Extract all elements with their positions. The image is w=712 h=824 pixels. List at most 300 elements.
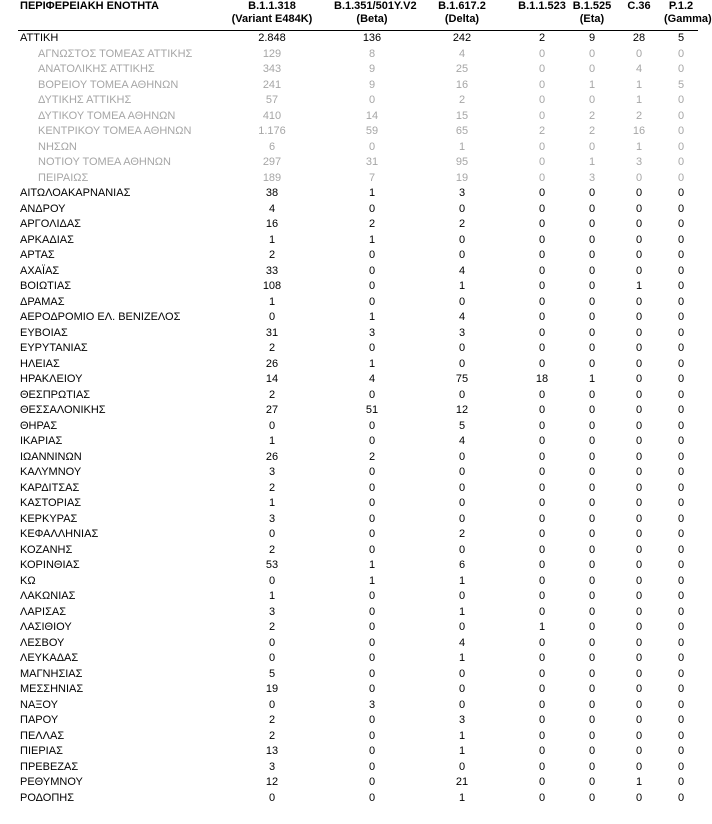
cell-value: 2	[538, 32, 546, 44]
cell-value: 410	[262, 109, 282, 122]
cell-value: 4	[458, 636, 466, 649]
cell-value: 0	[538, 264, 546, 277]
table-row	[18, 419, 698, 435]
cell-value: 2	[268, 388, 276, 401]
cell-value: 0	[538, 466, 546, 478]
cell-value: 0	[588, 249, 596, 261]
cell-value: 0	[677, 667, 685, 680]
cell-regional-unit: ΠΕΙΡΑΙΩΣ	[38, 171, 89, 184]
cell-value: 0	[635, 481, 643, 494]
cell-value: 0	[538, 233, 546, 246]
cell-regional-unit: ΛΑΣΙΘΙΟΥ	[20, 621, 72, 633]
cell-value: 0	[677, 47, 685, 60]
cell-value: 0	[635, 435, 643, 447]
cell-value: 0	[635, 791, 643, 804]
cell-value: 1	[368, 187, 376, 199]
cell-value: 0	[635, 497, 643, 509]
cell-value: 0	[635, 698, 643, 711]
cell-value: 0	[677, 171, 685, 184]
cell-value: 0	[368, 249, 376, 261]
cell-value: 0	[588, 683, 596, 695]
header-line2: (Eta)	[579, 12, 605, 25]
cell-value: 19	[265, 683, 279, 695]
table-row-subregion	[18, 124, 698, 140]
cell-value: 0	[677, 636, 685, 649]
cell-value: 0	[588, 729, 596, 742]
cell-value: 0	[677, 745, 685, 757]
cell-value: 0	[538, 481, 546, 494]
cell-value: 3	[588, 171, 596, 184]
cell-value: 0	[677, 698, 685, 711]
table-row-subregion	[18, 62, 698, 78]
cell-value: 13	[265, 745, 279, 757]
cell-value: 0	[368, 745, 376, 757]
cell-value: 27	[265, 404, 279, 416]
cell-value: 0	[268, 528, 276, 540]
cell-value: 0	[458, 388, 466, 401]
cell-value: 2	[268, 729, 276, 742]
cell-value: 0	[268, 311, 276, 323]
cell-value: 0	[635, 357, 643, 370]
cell-value: 19	[455, 171, 469, 184]
table-row	[18, 465, 698, 481]
cell-value: 9	[368, 78, 376, 91]
cell-regional-unit: ΑΡΤΑΣ	[20, 249, 55, 261]
header-line1: B.1.617.2	[438, 0, 486, 12]
cell-value: 0	[588, 636, 596, 649]
header-b1351	[334, 0, 417, 31]
cell-value: 0	[635, 388, 643, 401]
cell-regional-unit: ΠΙΕΡΙΑΣ	[20, 745, 63, 757]
cell-value: 38	[265, 187, 279, 199]
table-row	[18, 744, 698, 760]
table-row	[18, 698, 698, 714]
cell-value: 2	[458, 528, 466, 540]
cell-value: 57	[265, 94, 279, 106]
cell-value: 0	[368, 388, 376, 401]
cell-value: 0	[588, 140, 596, 153]
cell-value: 0	[368, 543, 376, 556]
header-line1: ΠΕΡΙΦΕΡΕΙΑΚΗ ΕΝΟΤΗΤΑ	[20, 0, 160, 12]
cell-value: 2	[268, 621, 276, 633]
table-row	[18, 326, 698, 342]
cell-value: 4	[368, 373, 376, 385]
table-header	[18, 0, 712, 31]
cell-value: 0	[538, 698, 546, 711]
table-body	[18, 31, 698, 807]
cell-value: 0	[677, 605, 685, 618]
cell-value: 242	[452, 32, 472, 44]
cell-value: 0	[458, 295, 466, 308]
cell-value: 0	[588, 559, 596, 571]
cell-value: 0	[368, 528, 376, 540]
cell-value: 0	[677, 187, 685, 199]
cell-value: 0	[635, 311, 643, 323]
cell-value: 3	[368, 698, 376, 711]
cell-regional-unit: ΚΟΡΙΝΘΙΑΣ	[20, 559, 80, 571]
cell-value: 0	[677, 404, 685, 416]
cell-value: 0	[588, 621, 596, 633]
cell-regional-unit: ΚΕΡΚΥΡΑΣ	[20, 512, 78, 525]
cell-value: 297	[262, 156, 282, 168]
cell-value: 0	[635, 621, 643, 633]
table-row	[18, 388, 698, 404]
cell-value: 0	[268, 574, 276, 587]
cell-value: 0	[635, 373, 643, 385]
cell-value: 0	[588, 388, 596, 401]
cell-value: 0	[677, 218, 685, 230]
cell-value: 0	[635, 636, 643, 649]
cell-regional-unit: ΒΟΙΩΤΙΑΣ	[20, 280, 72, 292]
cell-value: 0	[368, 497, 376, 509]
cell-value: 1	[368, 357, 376, 370]
cell-regional-unit: ΗΛΕΙΑΣ	[20, 357, 60, 370]
cell-value: 0	[268, 419, 276, 432]
cell-value: 1	[458, 791, 466, 804]
cell-value: 3	[268, 466, 276, 478]
cell-regional-unit: ΔΡΑΜΑΣ	[20, 295, 65, 308]
cell-value: 2	[268, 543, 276, 556]
cell-value: 0	[588, 714, 596, 726]
cell-value: 1	[458, 140, 466, 153]
cell-value: 1	[458, 652, 466, 664]
cell-value: 0	[677, 683, 685, 695]
cell-value: 0	[677, 435, 685, 447]
cell-value: 189	[262, 171, 282, 184]
cell-value: 0	[458, 481, 466, 494]
cell-value: 0	[588, 202, 596, 215]
cell-value: 0	[368, 667, 376, 680]
cell-value: 3	[268, 760, 276, 773]
table-row	[18, 450, 698, 466]
cell-value: 0	[677, 156, 685, 168]
cell-value: 0	[458, 590, 466, 602]
cell-value: 2	[588, 125, 596, 137]
cell-value: 0	[268, 698, 276, 711]
cell-value: 0	[677, 388, 685, 401]
table-row	[18, 558, 698, 574]
cell-value: 0	[368, 512, 376, 525]
cell-value: 0	[538, 187, 546, 199]
cell-value: 3	[458, 714, 466, 726]
cell-value: 1	[458, 745, 466, 757]
table-row	[18, 527, 698, 543]
cell-regional-unit: ΘΕΣΣΑΛΟΝΙΚΗΣ	[20, 404, 106, 416]
cell-value: 0	[368, 140, 376, 153]
table-row	[18, 248, 698, 264]
cell-regional-unit: ΗΡΑΚΛΕΙΟΥ	[20, 373, 83, 385]
table-row	[18, 651, 698, 667]
cell-value: 14	[365, 109, 379, 122]
table-row	[18, 372, 698, 388]
cell-value: 0	[538, 249, 546, 261]
cell-value: 0	[588, 404, 596, 416]
cell-value: 0	[538, 171, 546, 184]
cell-value: 0	[588, 264, 596, 277]
cell-value: 2	[635, 109, 643, 122]
cell-regional-unit: ΔΥΤΙΚΗΣ ΑΤΤΙΚΗΣ	[38, 94, 132, 106]
cell-value: 31	[265, 326, 279, 339]
cell-value: 1	[635, 78, 643, 91]
cell-value: 0	[268, 636, 276, 649]
cell-value: 2	[268, 481, 276, 494]
cell-value: 0	[677, 357, 685, 370]
cell-value: 0	[458, 202, 466, 215]
cell-regional-unit: ΑΓΝΩΣΤΟΣ ΤΟΜΕΑΣ ΑΤΤΙΚΗΣ	[38, 47, 193, 60]
cell-value: 0	[538, 683, 546, 695]
cell-regional-unit: ΕΥΡΥΤΑΝΙΑΣ	[20, 342, 88, 354]
cell-value: 0	[538, 574, 546, 587]
cell-value: 6	[458, 559, 466, 571]
table-row	[18, 264, 698, 280]
cell-value: 0	[538, 404, 546, 416]
table-row	[18, 760, 698, 776]
cell-regional-unit: ΑΝΑΤΟΛΙΚΗΣ ΑΤΤΙΚΗΣ	[38, 63, 155, 75]
cell-value: 3	[268, 605, 276, 618]
cell-value: 0	[458, 466, 466, 478]
header-regional-unit	[18, 0, 210, 31]
header-b11318	[210, 0, 334, 31]
cell-regional-unit: ΑΤΤΙΚΗ	[20, 32, 59, 44]
cell-value: 0	[458, 667, 466, 680]
cell-value: 0	[588, 435, 596, 447]
cell-value: 1	[268, 233, 276, 246]
cell-value: 0	[368, 202, 376, 215]
cell-value: 0	[677, 311, 685, 323]
cell-value: 28	[632, 32, 646, 44]
cell-value: 25	[455, 63, 469, 75]
cell-regional-unit: ΒΟΡΕΙΟΥ ΤΟΜΕΑ ΑΘΗΝΩΝ	[38, 78, 179, 91]
cell-value: 0	[538, 342, 546, 354]
cell-value: 0	[677, 776, 685, 788]
cell-value: 1	[635, 140, 643, 153]
cell-value: 0	[635, 47, 643, 60]
cell-value: 0	[677, 574, 685, 587]
cell-value: 0	[368, 621, 376, 633]
cell-regional-unit: ΘΕΣΠΡΩΤΙΑΣ	[20, 388, 91, 401]
table-row	[18, 512, 698, 528]
cell-regional-unit: ΘΗΡΑΣ	[20, 419, 58, 432]
cell-regional-unit: ΑΡΚΑΔΙΑΣ	[20, 233, 74, 246]
cell-regional-unit: ΑΡΓΟΛΙΔΑΣ	[20, 218, 81, 230]
cell-value: 5	[677, 32, 685, 44]
cell-value: 3	[268, 512, 276, 525]
cell-value: 0	[635, 745, 643, 757]
cell-value: 0	[677, 791, 685, 804]
header-line1: B.1.351/501Y.V2	[334, 0, 417, 12]
cell-value: 0	[677, 528, 685, 540]
cell-regional-unit: ΝΟΤΙΟΥ ΤΟΜΕΑ ΑΘΗΝΩΝ	[38, 156, 171, 168]
cell-value: 0	[588, 791, 596, 804]
cell-value: 0	[635, 295, 643, 308]
cell-value: 0	[635, 218, 643, 230]
cell-value: 0	[458, 249, 466, 261]
header-p12	[664, 0, 712, 31]
cell-regional-unit: ΚΑΣΤΟΡΙΑΣ	[20, 497, 82, 509]
table-row	[18, 233, 698, 249]
cell-value: 12	[455, 404, 469, 416]
cell-value: 1	[588, 373, 596, 385]
cell-value: 0	[677, 760, 685, 773]
cell-value: 0	[635, 264, 643, 277]
cell-value: 0	[635, 419, 643, 432]
table-row	[18, 682, 698, 698]
cell-value: 0	[588, 187, 596, 199]
cell-value: 2.848	[258, 32, 286, 44]
cell-value: 0	[588, 342, 596, 354]
cell-value: 0	[588, 776, 596, 788]
cell-value: 0	[588, 574, 596, 587]
cell-value: 0	[538, 450, 546, 463]
cell-value: 26	[265, 450, 279, 463]
cell-value: 0	[588, 528, 596, 540]
cell-value: 0	[588, 326, 596, 339]
table-row	[18, 295, 698, 311]
cell-value: 6	[268, 140, 276, 153]
table-row-subregion	[18, 109, 698, 125]
cell-value: 0	[368, 419, 376, 432]
cell-value: 0	[677, 280, 685, 292]
table-row-subregion	[18, 47, 698, 63]
cell-value: 241	[262, 78, 282, 91]
cell-regional-unit: ΡΕΘΥΜΝΟΥ	[20, 776, 83, 788]
cell-value: 136	[362, 32, 382, 44]
cell-value: 0	[588, 543, 596, 556]
cell-regional-unit: ΡΟΔΟΠΗΣ	[20, 791, 75, 804]
cell-value: 108	[262, 280, 282, 292]
cell-value: 0	[538, 94, 546, 106]
table-row	[18, 636, 698, 652]
table-row	[18, 667, 698, 683]
cell-value: 0	[677, 373, 685, 385]
cell-value: 0	[538, 388, 546, 401]
cell-value: 0	[538, 78, 546, 91]
cell-value: 0	[368, 652, 376, 664]
variants-table	[18, 0, 712, 806]
cell-value: 0	[677, 295, 685, 308]
cell-value: 0	[588, 512, 596, 525]
cell-value: 0	[538, 109, 546, 122]
cell-value: 2	[368, 218, 376, 230]
cell-value: 0	[635, 512, 643, 525]
cell-value: 1	[458, 605, 466, 618]
table-row	[18, 217, 698, 233]
table-row-subregion	[18, 171, 698, 187]
cell-value: 0	[538, 419, 546, 432]
cell-value: 1	[368, 311, 376, 323]
cell-value: 21	[455, 776, 469, 788]
cell-value: 0	[677, 714, 685, 726]
cell-value: 0	[538, 202, 546, 215]
table-row-subregion	[18, 155, 698, 171]
cell-value: 0	[677, 652, 685, 664]
cell-value: 0	[458, 698, 466, 711]
cell-value: 0	[538, 667, 546, 680]
cell-value: 0	[458, 233, 466, 246]
cell-value: 9	[588, 32, 596, 44]
cell-value: 9	[368, 63, 376, 75]
cell-value: 0	[368, 435, 376, 447]
cell-regional-unit: ΚΕΦΑΛΛΗΝΙΑΣ	[20, 528, 99, 540]
cell-value: 0	[588, 745, 596, 757]
header-b11523	[514, 0, 570, 31]
cell-value: 65	[455, 125, 469, 137]
cell-value: 0	[635, 171, 643, 184]
cell-value: 0	[677, 202, 685, 215]
cell-value: 0	[635, 543, 643, 556]
cell-regional-unit: ΑΝΔΡΟΥ	[20, 202, 66, 215]
cell-value: 0	[588, 466, 596, 478]
table-row	[18, 574, 698, 590]
cell-value: 0	[538, 543, 546, 556]
cell-value: 0	[368, 466, 376, 478]
cell-value: 1	[268, 435, 276, 447]
cell-value: 0	[538, 295, 546, 308]
cell-value: 1	[268, 590, 276, 602]
table-row	[18, 481, 698, 497]
cell-regional-unit: ΑΕΡΟΔΡΟΜΙΟ ΕΛ. ΒΕΝΙΖΕΛΟΣ	[20, 311, 181, 323]
cell-regional-unit: ΝΑΞΟΥ	[20, 698, 58, 711]
cell-value: 0	[677, 233, 685, 246]
table-row	[18, 605, 698, 621]
cell-value: 0	[538, 559, 546, 571]
cell-value: 0	[677, 94, 685, 106]
cell-regional-unit: ΛΕΥΚΑΔΑΣ	[20, 652, 79, 664]
table-row	[18, 403, 698, 419]
cell-value: 53	[265, 559, 279, 571]
cell-value: 4	[458, 264, 466, 277]
table-row	[18, 279, 698, 295]
table-row	[18, 543, 698, 559]
cell-value: 0	[368, 295, 376, 308]
cell-value: 0	[458, 683, 466, 695]
cell-value: 0	[588, 667, 596, 680]
cell-value: 0	[538, 156, 546, 168]
cell-value: 0	[677, 621, 685, 633]
cell-value: 0	[368, 776, 376, 788]
cell-value: 0	[458, 760, 466, 773]
cell-value: 0	[588, 357, 596, 370]
header-b16172	[410, 0, 514, 31]
header-line1: B.1.525	[572, 0, 612, 12]
cell-value: 16	[455, 78, 469, 91]
cell-regional-unit: ΚΟΖΑΝΗΣ	[20, 543, 73, 556]
cell-value: 1	[368, 559, 376, 571]
cell-value: 0	[635, 466, 643, 478]
cell-value: 0	[538, 512, 546, 525]
cell-value: 0	[635, 559, 643, 571]
cell-value: 0	[588, 295, 596, 308]
cell-value: 1	[368, 233, 376, 246]
cell-value: 0	[677, 125, 685, 137]
cell-value: 0	[677, 466, 685, 478]
cell-value: 0	[368, 729, 376, 742]
cell-regional-unit: ΑΙΤΩΛΟΑΚΑΡΝΑΝΙΑΣ	[20, 187, 131, 199]
table-row	[18, 775, 698, 791]
cell-value: 0	[635, 326, 643, 339]
cell-value: 129	[262, 47, 282, 60]
cell-value: 0	[588, 481, 596, 494]
cell-value: 0	[588, 450, 596, 463]
cell-value: 0	[635, 605, 643, 618]
cell-regional-unit: ΜΕΣΣΗΝΙΑΣ	[20, 683, 84, 695]
cell-value: 4	[458, 311, 466, 323]
cell-value: 5	[677, 78, 685, 91]
cell-regional-unit: ΚΑΛΥΜΝΟΥ	[20, 466, 82, 478]
header-b1525	[570, 0, 614, 31]
cell-value: 0	[677, 512, 685, 525]
cell-value: 4	[268, 202, 276, 215]
